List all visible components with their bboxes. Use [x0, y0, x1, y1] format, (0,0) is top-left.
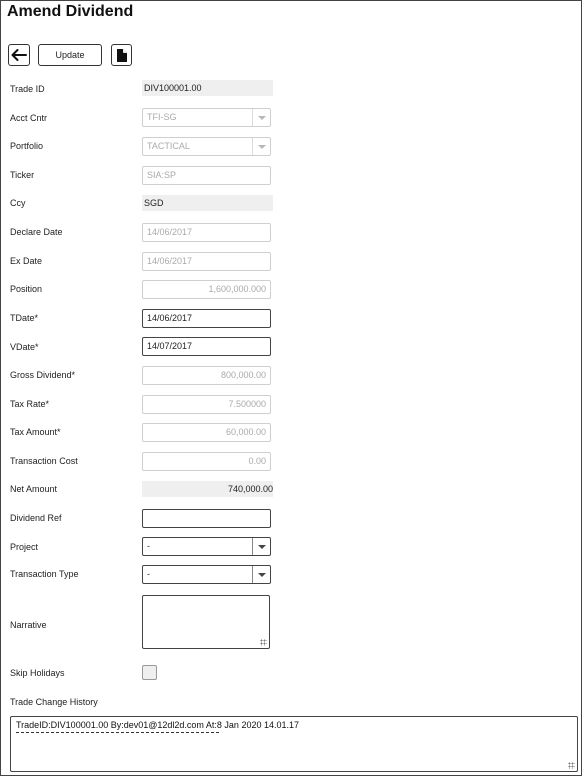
history-entry: TradeID:DIV100001.00 By:dev01@12dl2d.com At:8 Jan 2020 14.01.17 [16, 720, 299, 730]
history-divider [16, 732, 219, 733]
tdate-field[interactable]: 14/06/2017 [142, 309, 271, 328]
gross-dividend-field: 800,000.00 [142, 366, 271, 385]
portfolio-select [142, 137, 271, 156]
tax-rate-field: 7.500000 [142, 395, 271, 414]
gross-dividend-label: Gross Dividend* [10, 370, 76, 380]
tax-amount-label: Tax Amount* [10, 427, 61, 437]
ticker-label: Ticker [10, 170, 35, 180]
skip-holidays-checkbox[interactable] [142, 665, 157, 680]
trade-change-history-box[interactable] [10, 716, 578, 772]
update-button[interactable]: Update [38, 44, 102, 66]
declare-date-field: 14/06/2017 [142, 223, 271, 242]
acct-cntr-select [142, 108, 271, 127]
chevron-down-icon[interactable] [252, 566, 270, 583]
dividend-ref-label: Dividend Ref [10, 513, 62, 523]
project-value: - [147, 541, 150, 551]
portfolio-label: Portfolio [10, 141, 44, 151]
transaction-type-label: Transaction Type [10, 569, 79, 579]
transaction-type-value: - [147, 569, 150, 579]
narrative-label: Narrative [10, 620, 47, 630]
acct-cntr-value: TFI-SG [147, 112, 177, 122]
portfolio-value: TACTICAL [147, 141, 190, 151]
transaction-cost-label: Transaction Cost [10, 456, 78, 466]
document-icon [116, 48, 128, 63]
trade-change-history-label: Trade Change History [10, 697, 98, 707]
ticker-field: SIA:SP [142, 166, 271, 185]
skip-holidays-label: Skip Holidays [10, 668, 65, 678]
ccy-value: SGD [142, 195, 273, 211]
transaction-cost-field: 0.00 [142, 452, 271, 471]
vdate-label: VDate* [10, 342, 39, 352]
back-button[interactable] [8, 44, 30, 66]
position-field: 1,600,000.000 [142, 280, 271, 299]
acct-cntr-label: Acct Cntr [10, 113, 48, 123]
chevron-down-icon [252, 138, 270, 155]
position-label: Position [10, 284, 43, 294]
dividend-ref-field[interactable] [142, 509, 271, 528]
tdate-label: TDate* [10, 313, 39, 323]
narrative-textarea[interactable] [142, 595, 270, 649]
vdate-field[interactable]: 14/07/2017 [142, 337, 271, 356]
arrow-left-icon [11, 49, 27, 61]
document-button[interactable] [111, 44, 132, 66]
trade-id-value: DIV100001.00 [142, 80, 273, 96]
ex-date-label: Ex Date [10, 256, 43, 266]
net-amount-value: 740,000.00 [142, 481, 273, 497]
trade-id-label: Trade ID [10, 84, 45, 94]
project-select[interactable] [142, 537, 271, 556]
ccy-label: Ccy [10, 198, 26, 208]
declare-date-label: Declare Date [10, 227, 63, 237]
transaction-type-select[interactable] [142, 565, 271, 584]
page-title: Amend Dividend [7, 3, 134, 20]
net-amount-label: Net Amount [10, 484, 58, 494]
project-label: Project [10, 542, 39, 552]
resize-grip-icon[interactable] [260, 639, 267, 646]
ex-date-field: 14/06/2017 [142, 252, 271, 271]
tax-rate-label: Tax Rate* [10, 399, 50, 409]
resize-grip-icon[interactable] [568, 762, 575, 769]
chevron-down-icon[interactable] [252, 538, 270, 555]
chevron-down-icon [252, 109, 270, 126]
tax-amount-field: 60,000.00 [142, 423, 271, 442]
